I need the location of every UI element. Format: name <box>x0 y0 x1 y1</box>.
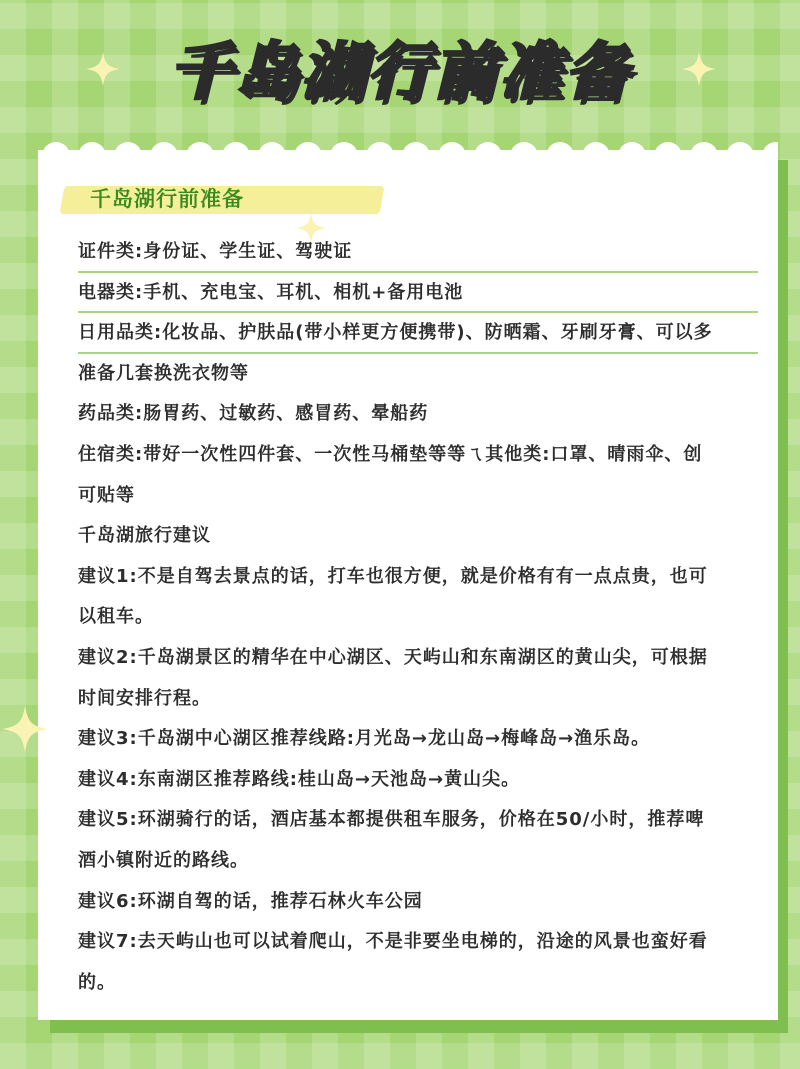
section-heading-block <box>62 184 382 212</box>
list-item: 证件类:身份证、学生证、驾驶证 <box>78 232 758 273</box>
list-item: 的。 <box>78 971 116 993</box>
list-item: 建议4:东南湖区推荐路线:桂山岛→天池岛→黄山尖。 <box>78 768 521 790</box>
list-item: 酒小镇附近的路线。 <box>78 849 249 871</box>
list-item: 日用品类:化妆品、护肤品(带小样更方便携带)、防晒霜、牙刷牙膏、可以多 <box>78 313 758 354</box>
list-item: 建议2:千岛湖景区的精华在中心湖区、天屿山和东南湖区的黄山尖，可根据 <box>78 646 708 668</box>
section-heading: 千岛湖行前准备 <box>90 187 244 211</box>
page-title: 千岛湖行前准备 <box>168 35 631 108</box>
list-item: 建议6:环湖自驾的话，推荐石林火车公园 <box>78 890 423 912</box>
card-scallop-edge <box>38 136 778 166</box>
list-item: 建议5:环湖骑行的话，酒店基本都提供租车服务，价格在50/小时，推荐啤 <box>78 809 705 831</box>
list-item: 建议1:不是自驾去景点的话，打车也很方便，就是价格有有一点点贵，也可 <box>78 565 708 587</box>
list-item: 住宿类:带好一次性四件套、一次性马桶垫等等ㄟ其他类:口罩、晴雨伞、创 <box>78 443 703 465</box>
list-item: 可贴等 <box>78 484 135 506</box>
list-item: 建议3:千岛湖中心湖区推荐线路:月光岛→龙山岛→梅峰岛→渔乐岛。 <box>78 728 651 750</box>
list-item: 时间安排行程。 <box>78 687 211 709</box>
list-item: 以租车。 <box>78 606 154 628</box>
content-body <box>78 232 758 1003</box>
list-item: 准备几套换洗衣物等 <box>78 362 249 384</box>
sparkle-icon <box>2 706 48 752</box>
list-item: 建议7:去天屿山也可以试着爬山，不是非要坐电梯的，沿途的风景也蛮好看 <box>78 931 708 953</box>
list-item: 药品类:肠胃药、过敏药、感冒药、晕船药 <box>78 403 429 425</box>
subheading: 千岛湖旅行建议 <box>78 525 211 547</box>
list-item: 电器类:手机、充电宝、耳机、相机+备用电池 <box>78 273 758 314</box>
